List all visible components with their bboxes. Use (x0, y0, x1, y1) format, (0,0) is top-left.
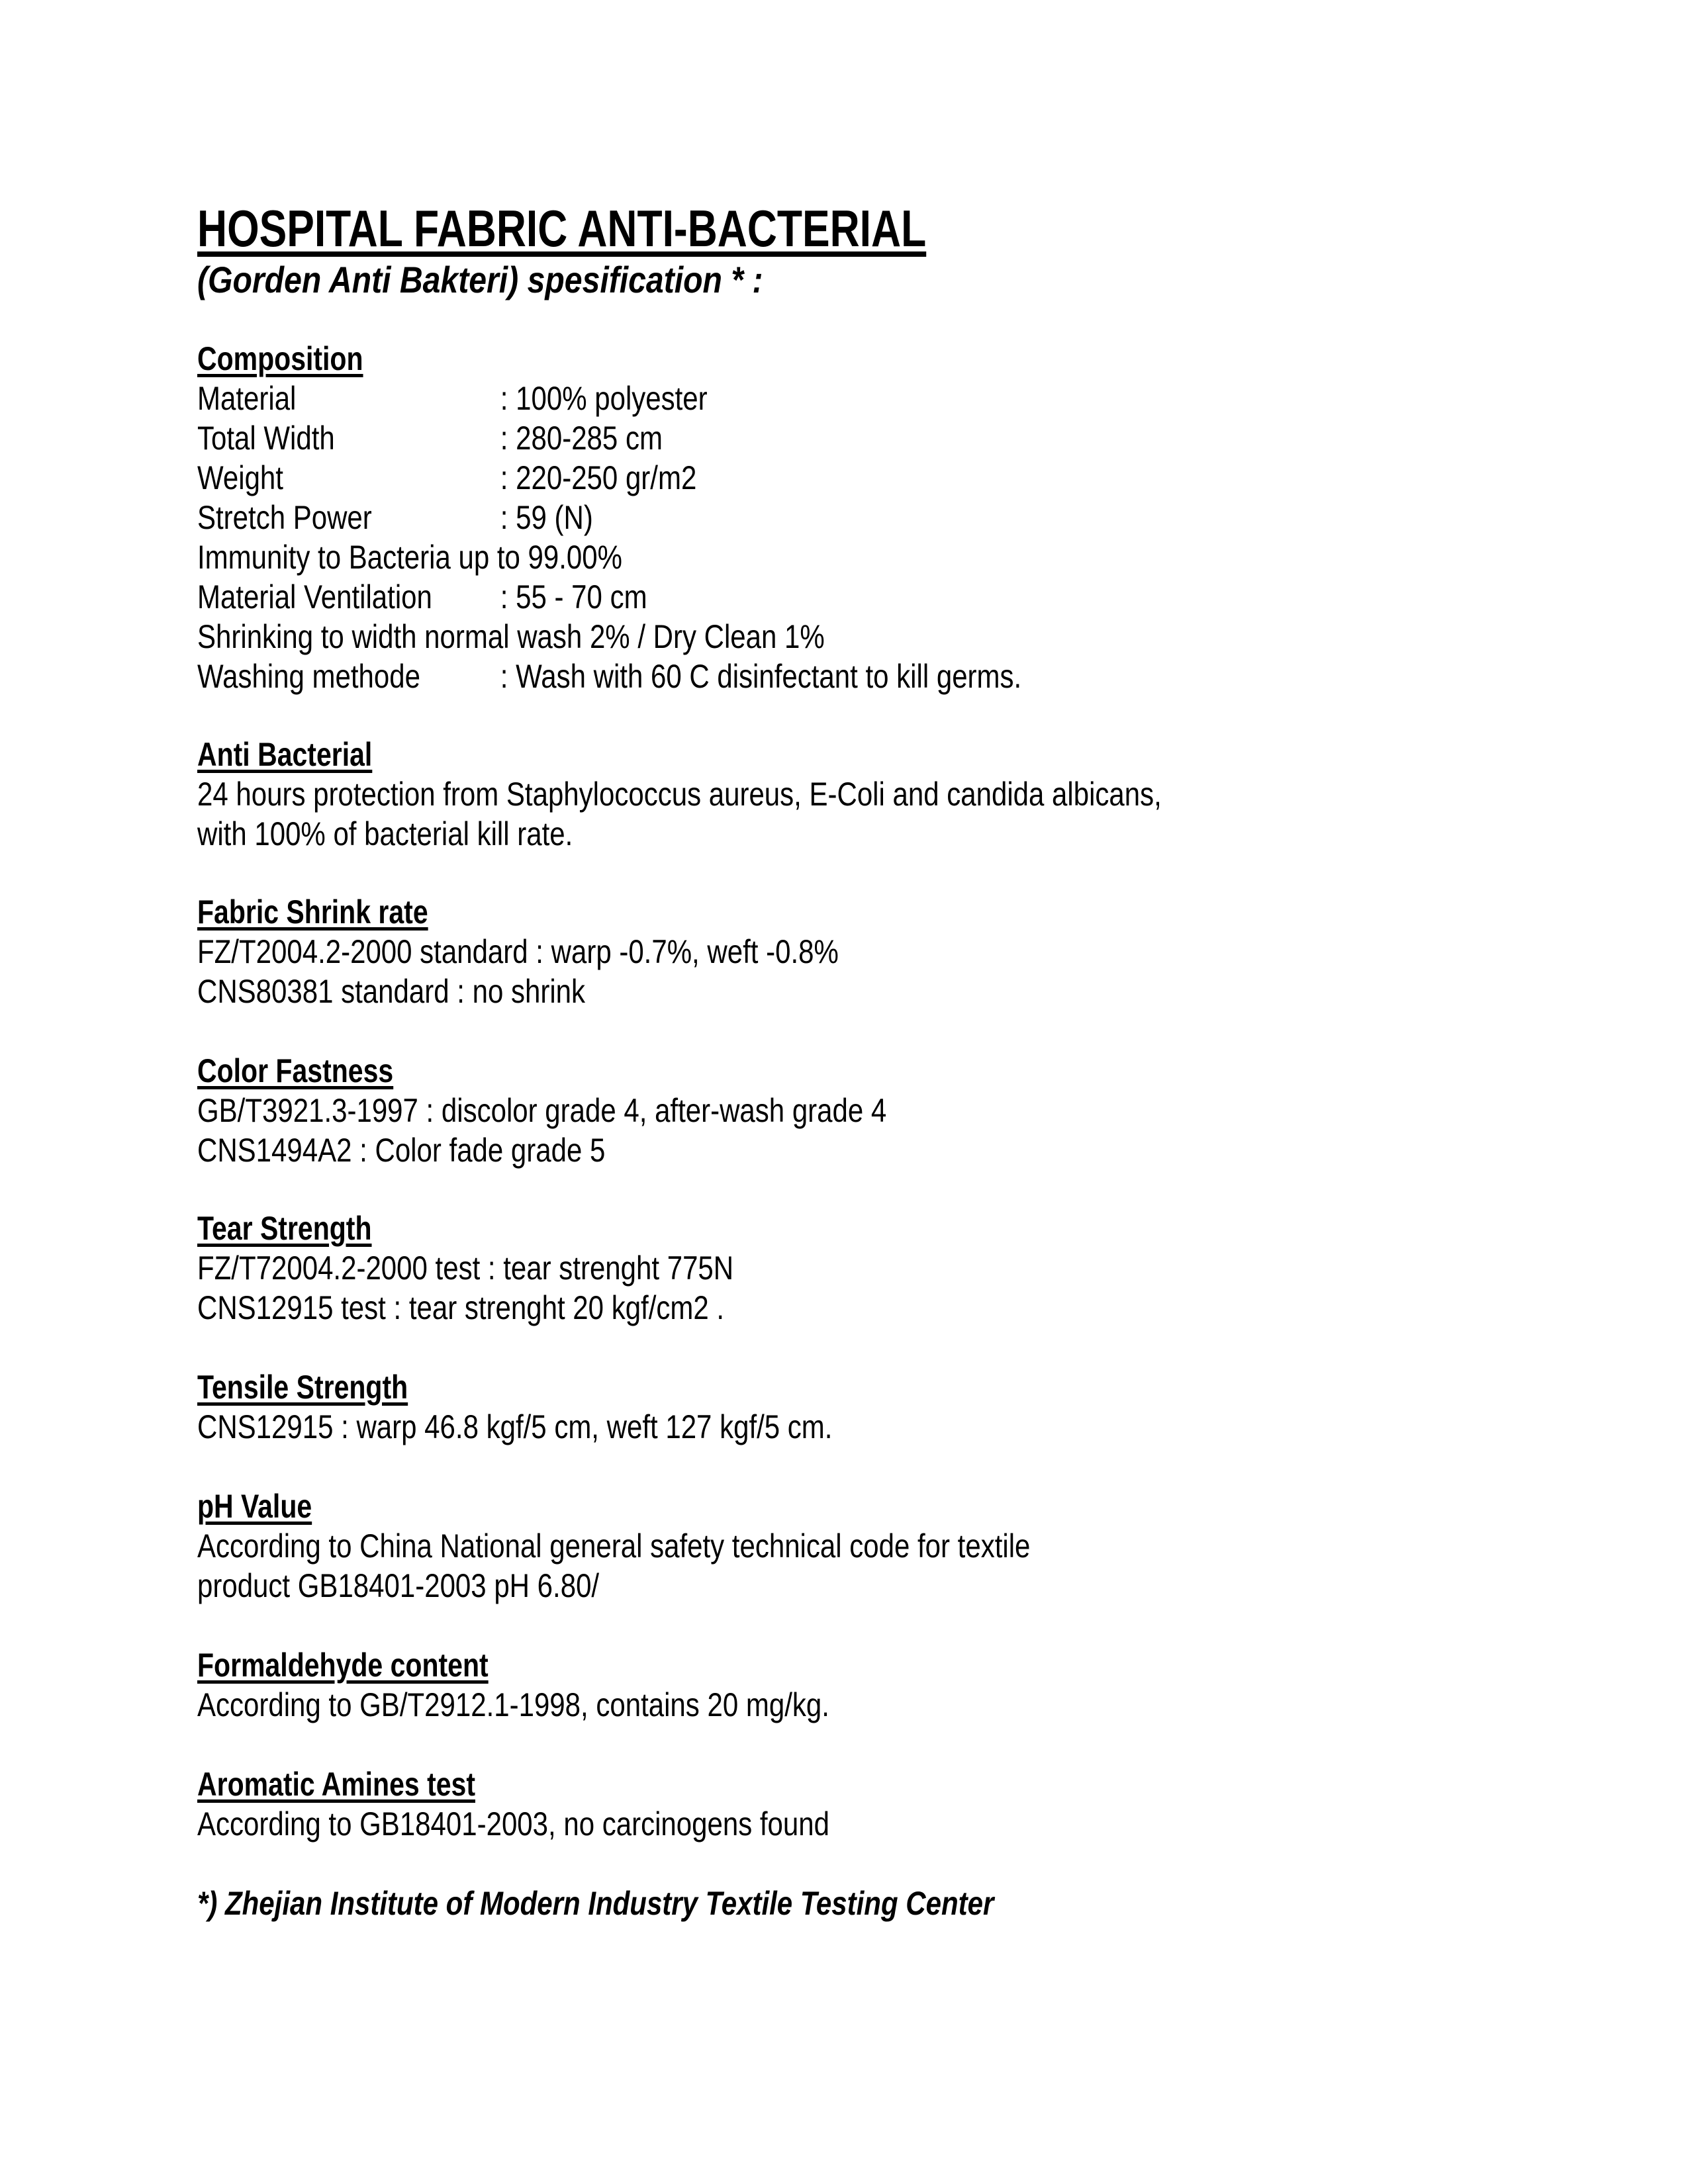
section-line: CNS12915 test : tear strenght 20 kgf/cm2 . (197, 1289, 725, 1326)
spec-label: Material Ventilation (197, 578, 432, 615)
spec-row-washing (197, 657, 1021, 696)
section-heading: pH Value (197, 1488, 312, 1525)
section-heading: Fabric Shrink rate (197, 893, 428, 931)
section-line: CNS80381 standard : no shrink (197, 973, 586, 1010)
spec-row-ventilation (197, 577, 647, 617)
section-heading: Anti Bacterial (197, 736, 373, 773)
section-heading: Color Fastness (197, 1052, 394, 1089)
section-line: FZ/T2004.2-2000 standard : warp -0.7%, weft -0.8% (197, 933, 839, 970)
section-line: According to GB/T2912.1-1998, contains 20 mg/kg. (197, 1686, 829, 1723)
spec-row-stretch-power (197, 498, 593, 537)
section-line: According to China National general safety technical code for textile (197, 1527, 1031, 1565)
spec-label: Stretch Power (197, 499, 372, 536)
spec-row-total-width (197, 418, 663, 458)
spec-row-material (197, 379, 708, 418)
spec-row-weight (197, 458, 696, 498)
section-heading: Tear Strength (197, 1210, 372, 1247)
spec-value: : 280-285 cm (500, 420, 663, 457)
spec-label: Washing methode (197, 658, 420, 695)
section-line: CNS1494A2 : Color fade grade 5 (197, 1132, 606, 1169)
section-line: product GB18401-2003 pH 6.80/ (197, 1567, 600, 1604)
document-title: HOSPITAL FABRIC ANTI-BACTERIAL (197, 199, 927, 257)
section-line: CNS12915 : warp 46.8 kgf/5 cm, weft 127 kgf/5 cm. (197, 1408, 833, 1445)
spec-value: : Wash with 60 C disinfectant to kill germs. (500, 658, 1022, 695)
section-line: FZ/T72004.2-2000 test : tear strenght 775N (197, 1250, 734, 1287)
section-heading: Composition (197, 340, 363, 377)
footnote-testing-center: *) Zhejian Institute of Modern Industry Textile Testing Center (197, 1885, 994, 1922)
section-heading: Aromatic Amines test (197, 1766, 475, 1803)
spec-label: Weight (197, 459, 283, 496)
spec-value: : 59 (N) (500, 499, 593, 536)
section-line: GB/T3921.3-1997 : discolor grade 4, after-wash grade 4 (197, 1092, 887, 1129)
spec-label: Material (197, 380, 297, 417)
section-line: According to GB18401-2003, no carcinogens found (197, 1805, 829, 1843)
document-subtitle: (Gorden Anti Bakteri) spesification * : (197, 259, 763, 300)
spec-value: : 55 - 70 cm (500, 578, 647, 615)
spec-shrinking: Shrinking to width normal wash 2% / Dry Clean 1% (197, 618, 825, 655)
spec-label: Total Width (197, 420, 335, 457)
spec-immunity: Immunity to Bacteria up to 99.00% (197, 539, 623, 576)
spec-value: : 220-250 gr/m2 (500, 459, 697, 496)
spec-value: : 100% polyester (500, 380, 708, 417)
section-line: with 100% of bacterial kill rate. (197, 815, 573, 852)
section-heading: Formaldehyde content (197, 1647, 489, 1684)
section-line: 24 hours protection from Staphylococcus aureus, E-Coli and candida albicans, (197, 776, 1162, 813)
section-heading: Tensile Strength (197, 1369, 408, 1406)
